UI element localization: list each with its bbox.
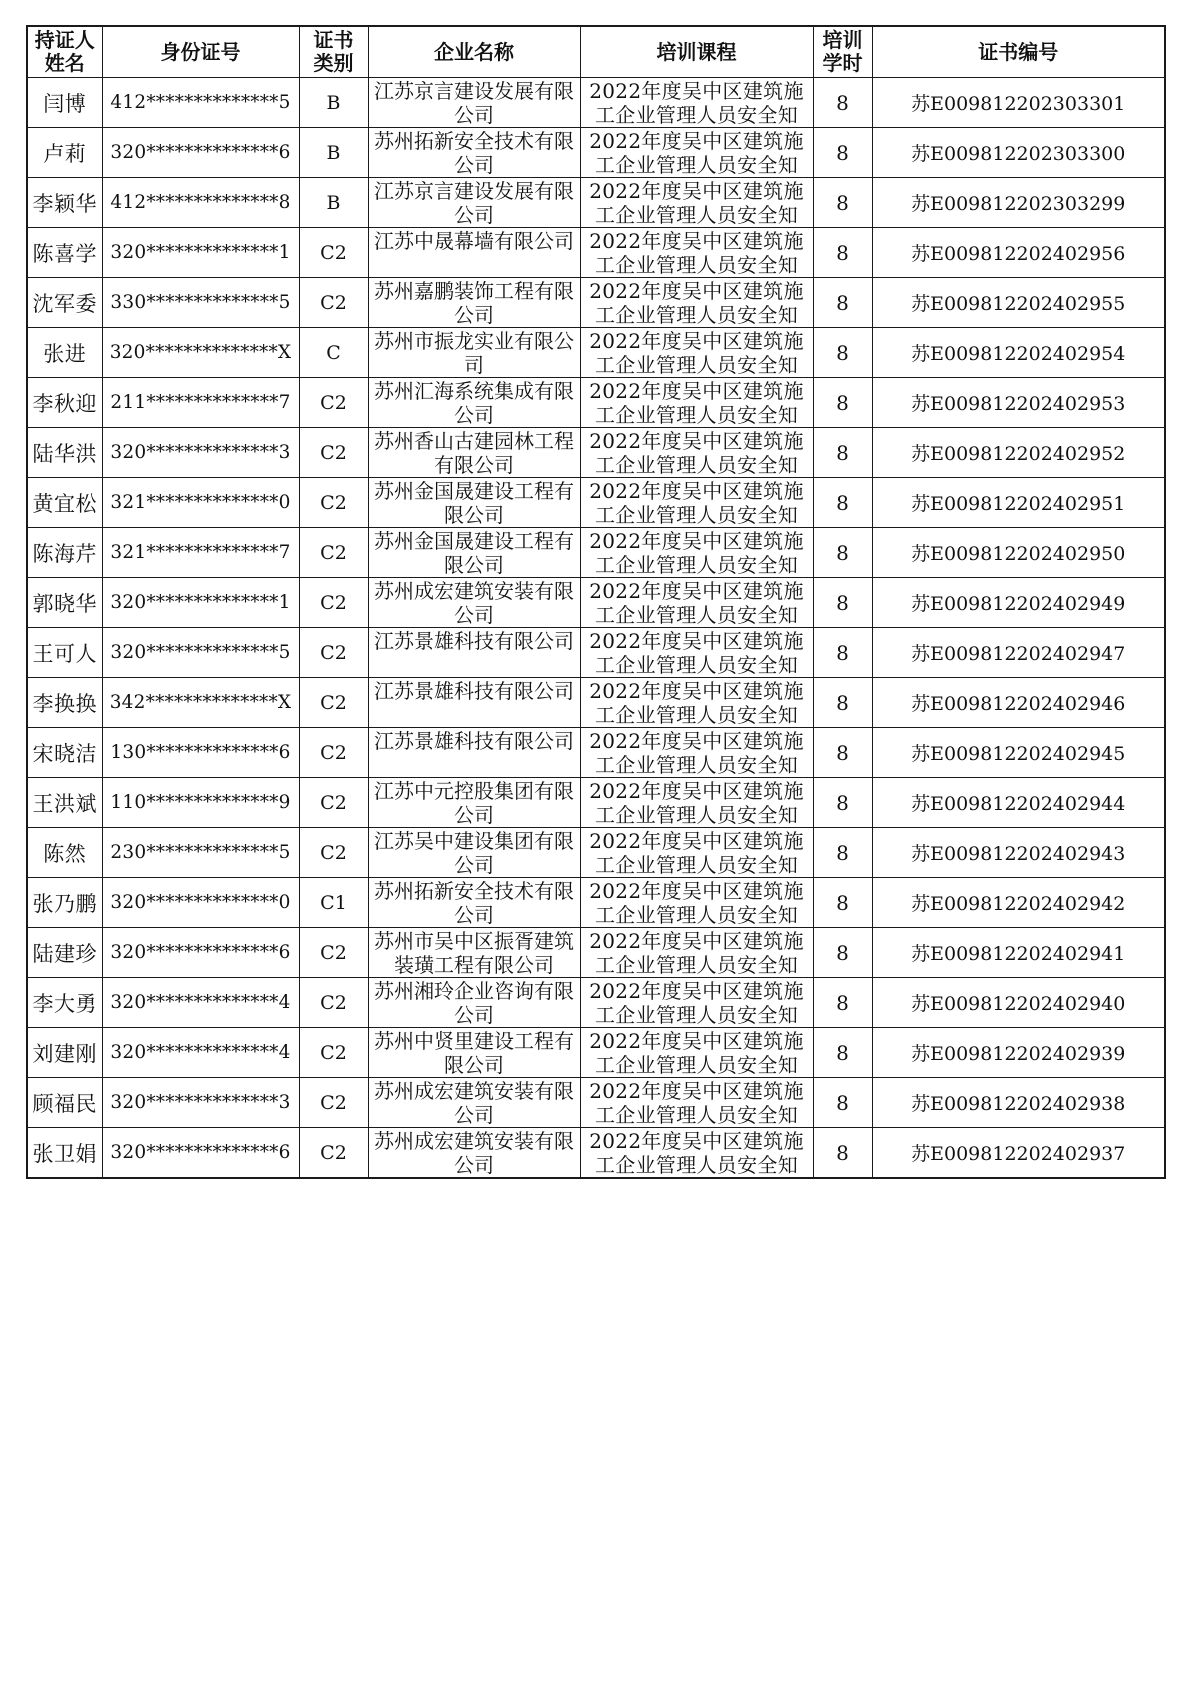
holder-name-cell: 李换换 [27, 678, 102, 728]
training-hours-cell: 8 [813, 1028, 872, 1078]
certificate-category-cell: C2 [299, 828, 368, 878]
header-training-hours: 培训学时 [813, 26, 872, 78]
training-course-cell [580, 528, 813, 578]
company-name-text: 苏州市吴中区振胥建筑装璜工程有限公司 [374, 928, 574, 977]
certificate-number-cell: 苏E009812202402946 [872, 678, 1165, 728]
table-row [27, 978, 1165, 1028]
id-number-cell: 320**************1 [102, 578, 299, 628]
table-row [27, 78, 1165, 128]
header-certificate-category: 证书类别 [299, 26, 368, 78]
training-hours-cell: 8 [813, 178, 872, 228]
company-name-cell [368, 578, 580, 628]
training-hours-cell: 8 [813, 778, 872, 828]
table-row [27, 578, 1165, 628]
certificate-category-cell: C2 [299, 478, 368, 528]
training-course-cell [580, 228, 813, 278]
training-course-cell [580, 628, 813, 678]
id-number-cell: 321**************7 [102, 528, 299, 578]
training-course-text: 2022年度吴中区建筑施工企业管理人员安全知 [589, 1078, 804, 1127]
header-company-name: 企业名称 [368, 26, 580, 78]
id-number-cell: 320**************3 [102, 1078, 299, 1128]
table-body [27, 78, 1165, 1179]
certificate-category-cell: C2 [299, 978, 368, 1028]
certificate-category-cell: C2 [299, 928, 368, 978]
company-name-cell [368, 428, 580, 478]
training-hours-cell: 8 [813, 428, 872, 478]
certificate-number-cell: 苏E009812202402940 [872, 978, 1165, 1028]
holder-name-cell: 陆华洪 [27, 428, 102, 478]
training-course-cell [580, 278, 813, 328]
holder-name-cell: 陈喜学 [27, 228, 102, 278]
certificate-number-cell: 苏E009812202402951 [872, 478, 1165, 528]
company-name-text: 江苏吴中建设集团有限公司 [374, 828, 574, 877]
id-number-cell: 130**************6 [102, 728, 299, 778]
company-name-cell [368, 78, 580, 128]
id-number-cell: 320**************5 [102, 628, 299, 678]
holder-name-cell: 卢莉 [27, 128, 102, 178]
training-course-text: 2022年度吴中区建筑施工企业管理人员安全知 [589, 228, 804, 277]
company-name-cell [368, 878, 580, 928]
company-name-text: 江苏中晟幕墙有限公司 [374, 228, 574, 253]
table-row [27, 278, 1165, 328]
training-course-text: 2022年度吴中区建筑施工企业管理人员安全知 [589, 178, 804, 227]
company-name-text: 苏州成宏建筑安装有限公司 [374, 1128, 574, 1177]
certificate-category-cell: B [299, 128, 368, 178]
certificate-number-cell: 苏E009812202402945 [872, 728, 1165, 778]
company-name-cell [368, 378, 580, 428]
id-number-cell: 110**************9 [102, 778, 299, 828]
training-course-text: 2022年度吴中区建筑施工企业管理人员安全知 [589, 978, 804, 1027]
certificate-category-cell: C2 [299, 228, 368, 278]
training-course-cell [580, 128, 813, 178]
holder-name-cell: 黄宜松 [27, 478, 102, 528]
certificate-number-cell: 苏E009812202402937 [872, 1128, 1165, 1179]
company-name-cell [368, 328, 580, 378]
training-course-text: 2022年度吴中区建筑施工企业管理人员安全知 [589, 1128, 804, 1177]
id-number-cell: 320**************6 [102, 928, 299, 978]
holder-name-cell: 张卫娟 [27, 1128, 102, 1179]
certificate-number-cell: 苏E009812202303299 [872, 178, 1165, 228]
training-hours-cell: 8 [813, 228, 872, 278]
company-name-cell [368, 828, 580, 878]
certificate-number-cell: 苏E009812202303301 [872, 78, 1165, 128]
holder-name-cell: 陈然 [27, 828, 102, 878]
id-number-cell: 320**************4 [102, 978, 299, 1028]
training-course-cell [580, 828, 813, 878]
training-course-cell [580, 878, 813, 928]
certificate-number-cell: 苏E009812202402955 [872, 278, 1165, 328]
id-number-cell: 321**************0 [102, 478, 299, 528]
company-name-cell [368, 628, 580, 678]
holder-name-cell: 李大勇 [27, 978, 102, 1028]
company-name-text: 苏州香山古建园林工程有限公司 [374, 428, 574, 477]
company-name-cell [368, 728, 580, 778]
holder-name-cell: 闫博 [27, 78, 102, 128]
certificate-number-cell: 苏E009812202402942 [872, 878, 1165, 928]
training-course-text: 2022年度吴中区建筑施工企业管理人员安全知 [589, 328, 804, 377]
holder-name-cell: 刘建刚 [27, 1028, 102, 1078]
certificate-category-cell: C2 [299, 628, 368, 678]
certificate-number-cell: 苏E009812202402938 [872, 1078, 1165, 1128]
table-row [27, 528, 1165, 578]
training-course-cell [580, 578, 813, 628]
certificate-category-cell: C [299, 328, 368, 378]
header-id-number: 身份证号 [102, 26, 299, 78]
certificate-table [26, 25, 1166, 1179]
company-name-cell [368, 1128, 580, 1179]
holder-name-cell: 王洪斌 [27, 778, 102, 828]
training-course-text: 2022年度吴中区建筑施工企业管理人员安全知 [589, 878, 804, 927]
training-course-text: 2022年度吴中区建筑施工企业管理人员安全知 [589, 478, 804, 527]
training-course-cell [580, 478, 813, 528]
company-name-text: 江苏景雄科技有限公司 [374, 628, 574, 653]
training-course-text: 2022年度吴中区建筑施工企业管理人员安全知 [589, 78, 804, 127]
id-number-cell: 320**************3 [102, 428, 299, 478]
table-row [27, 878, 1165, 928]
company-name-cell [368, 528, 580, 578]
certificate-category-cell: C2 [299, 378, 368, 428]
training-hours-cell: 8 [813, 128, 872, 178]
certificate-category-cell: C2 [299, 728, 368, 778]
training-hours-cell: 8 [813, 278, 872, 328]
training-course-text: 2022年度吴中区建筑施工企业管理人员安全知 [589, 128, 804, 177]
certificate-number-cell: 苏E009812202402947 [872, 628, 1165, 678]
holder-name-cell: 陆建珍 [27, 928, 102, 978]
training-course-text: 2022年度吴中区建筑施工企业管理人员安全知 [589, 928, 804, 977]
certificate-number-cell: 苏E009812202402952 [872, 428, 1165, 478]
training-hours-cell: 8 [813, 978, 872, 1028]
company-name-text: 苏州嘉鹏装饰工程有限公司 [374, 278, 574, 327]
table-row [27, 178, 1165, 228]
certificate-category-cell: B [299, 178, 368, 228]
training-course-cell [580, 928, 813, 978]
certificate-category-cell: C2 [299, 278, 368, 328]
id-number-cell: 320**************6 [102, 128, 299, 178]
training-course-text: 2022年度吴中区建筑施工企业管理人员安全知 [589, 1028, 804, 1077]
training-hours-cell: 8 [813, 678, 872, 728]
training-course-text: 2022年度吴中区建筑施工企业管理人员安全知 [589, 578, 804, 627]
company-name-cell [368, 1028, 580, 1078]
holder-name-cell: 张乃鹏 [27, 878, 102, 928]
training-hours-cell: 8 [813, 378, 872, 428]
training-course-cell [580, 428, 813, 478]
training-course-cell [580, 778, 813, 828]
table-row [27, 128, 1165, 178]
company-name-cell [368, 928, 580, 978]
company-name-text: 苏州拓新安全技术有限公司 [374, 128, 574, 177]
company-name-cell [368, 978, 580, 1028]
training-hours-cell: 8 [813, 828, 872, 878]
training-course-cell [580, 378, 813, 428]
training-hours-cell: 8 [813, 728, 872, 778]
company-name-text: 苏州金国晟建设工程有限公司 [374, 528, 574, 577]
id-number-cell: 320**************1 [102, 228, 299, 278]
training-hours-cell: 8 [813, 878, 872, 928]
training-course-text: 2022年度吴中区建筑施工企业管理人员安全知 [589, 828, 804, 877]
training-hours-cell: 8 [813, 78, 872, 128]
training-hours-cell: 8 [813, 928, 872, 978]
training-course-cell [580, 178, 813, 228]
holder-name-cell: 顾福民 [27, 1078, 102, 1128]
table-row [27, 928, 1165, 978]
table-row [27, 728, 1165, 778]
company-name-text: 苏州湘玲企业咨询有限公司 [374, 978, 574, 1027]
certificate-category-cell: C1 [299, 878, 368, 928]
holder-name-cell: 李颖华 [27, 178, 102, 228]
company-name-text: 江苏景雄科技有限公司 [374, 728, 574, 753]
certificate-number-cell: 苏E009812202402954 [872, 328, 1165, 378]
table-row [27, 628, 1165, 678]
certificate-category-cell: C2 [299, 1028, 368, 1078]
company-name-text: 江苏景雄科技有限公司 [374, 678, 574, 703]
table-row [27, 378, 1165, 428]
id-number-cell: 320**************4 [102, 1028, 299, 1078]
company-name-cell [368, 278, 580, 328]
header-training-course: 培训课程 [580, 26, 813, 78]
certificate-category-cell: C2 [299, 528, 368, 578]
training-course-cell [580, 728, 813, 778]
training-hours-cell: 8 [813, 328, 872, 378]
training-hours-cell: 8 [813, 628, 872, 678]
training-course-text: 2022年度吴中区建筑施工企业管理人员安全知 [589, 778, 804, 827]
certificate-number-cell: 苏E009812202402950 [872, 528, 1165, 578]
holder-name-cell: 陈海芹 [27, 528, 102, 578]
id-number-cell: 330**************5 [102, 278, 299, 328]
table-row [27, 228, 1165, 278]
training-course-cell [580, 1128, 813, 1179]
table-row [27, 478, 1165, 528]
training-hours-cell: 8 [813, 1128, 872, 1179]
id-number-cell: 211**************7 [102, 378, 299, 428]
certificate-number-cell: 苏E009812202402953 [872, 378, 1165, 428]
company-name-cell [368, 1078, 580, 1128]
header-certificate-number: 证书编号 [872, 26, 1165, 78]
certificate-number-cell: 苏E009812202402944 [872, 778, 1165, 828]
certificate-category-cell: C2 [299, 678, 368, 728]
company-name-text: 江苏京言建设发展有限公司 [374, 178, 574, 227]
certificate-number-cell: 苏E009812202303300 [872, 128, 1165, 178]
holder-name-cell: 沈军委 [27, 278, 102, 328]
certificate-category-cell: C2 [299, 428, 368, 478]
table-header-row [27, 26, 1165, 78]
training-course-text: 2022年度吴中区建筑施工企业管理人员安全知 [589, 628, 804, 677]
company-name-text: 苏州市振龙实业有限公司 [374, 328, 574, 377]
holder-name-cell: 王可人 [27, 628, 102, 678]
holder-name-cell: 宋晓洁 [27, 728, 102, 778]
certificate-number-cell: 苏E009812202402941 [872, 928, 1165, 978]
training-course-text: 2022年度吴中区建筑施工企业管理人员安全知 [589, 378, 804, 427]
company-name-text: 苏州中贤里建设工程有限公司 [374, 1028, 574, 1077]
certificate-category-cell: C2 [299, 778, 368, 828]
company-name-text: 苏州金国晟建设工程有限公司 [374, 478, 574, 527]
company-name-cell [368, 478, 580, 528]
id-number-cell: 320**************6 [102, 1128, 299, 1179]
company-name-text: 苏州汇海系统集成有限公司 [374, 378, 574, 427]
header-holder-name: 持证人姓名 [27, 26, 102, 78]
certificate-category-cell: C2 [299, 578, 368, 628]
training-course-cell [580, 78, 813, 128]
company-name-cell [368, 228, 580, 278]
training-hours-cell: 8 [813, 478, 872, 528]
table-row [27, 428, 1165, 478]
training-course-text: 2022年度吴中区建筑施工企业管理人员安全知 [589, 528, 804, 577]
company-name-cell [368, 178, 580, 228]
certificate-category-cell: C2 [299, 1078, 368, 1128]
certificate-table-container [26, 25, 1164, 1179]
id-number-cell: 320**************X [102, 328, 299, 378]
training-hours-cell: 8 [813, 1078, 872, 1128]
id-number-cell: 230**************5 [102, 828, 299, 878]
table-row [27, 328, 1165, 378]
training-hours-cell: 8 [813, 528, 872, 578]
certificate-number-cell: 苏E009812202402943 [872, 828, 1165, 878]
table-row [27, 778, 1165, 828]
training-course-text: 2022年度吴中区建筑施工企业管理人员安全知 [589, 428, 804, 477]
training-course-text: 2022年度吴中区建筑施工企业管理人员安全知 [589, 728, 804, 777]
training-course-cell [580, 1028, 813, 1078]
holder-name-cell: 张进 [27, 328, 102, 378]
table-row [27, 1028, 1165, 1078]
training-course-text: 2022年度吴中区建筑施工企业管理人员安全知 [589, 278, 804, 327]
table-row [27, 828, 1165, 878]
id-number-cell: 342**************X [102, 678, 299, 728]
holder-name-cell: 郭晓华 [27, 578, 102, 628]
training-course-text: 2022年度吴中区建筑施工企业管理人员安全知 [589, 678, 804, 727]
company-name-text: 苏州成宏建筑安装有限公司 [374, 1078, 574, 1127]
id-number-cell: 320**************0 [102, 878, 299, 928]
certificate-category-cell: C2 [299, 1128, 368, 1179]
training-hours-cell: 8 [813, 578, 872, 628]
table-row [27, 678, 1165, 728]
training-course-cell [580, 1078, 813, 1128]
company-name-text: 江苏中元控股集团有限公司 [374, 778, 574, 827]
company-name-text: 江苏京言建设发展有限公司 [374, 78, 574, 127]
company-name-cell [368, 128, 580, 178]
table-row [27, 1128, 1165, 1179]
training-course-cell [580, 978, 813, 1028]
certificate-number-cell: 苏E009812202402956 [872, 228, 1165, 278]
id-number-cell: 412**************5 [102, 78, 299, 128]
table-row [27, 1078, 1165, 1128]
training-course-cell [580, 678, 813, 728]
certificate-number-cell: 苏E009812202402939 [872, 1028, 1165, 1078]
id-number-cell: 412**************8 [102, 178, 299, 228]
company-name-cell [368, 678, 580, 728]
company-name-cell [368, 778, 580, 828]
certificate-number-cell: 苏E009812202402949 [872, 578, 1165, 628]
company-name-text: 苏州拓新安全技术有限公司 [374, 878, 574, 927]
holder-name-cell: 李秋迎 [27, 378, 102, 428]
training-course-cell [580, 328, 813, 378]
certificate-category-cell: B [299, 78, 368, 128]
company-name-text: 苏州成宏建筑安装有限公司 [374, 578, 574, 627]
